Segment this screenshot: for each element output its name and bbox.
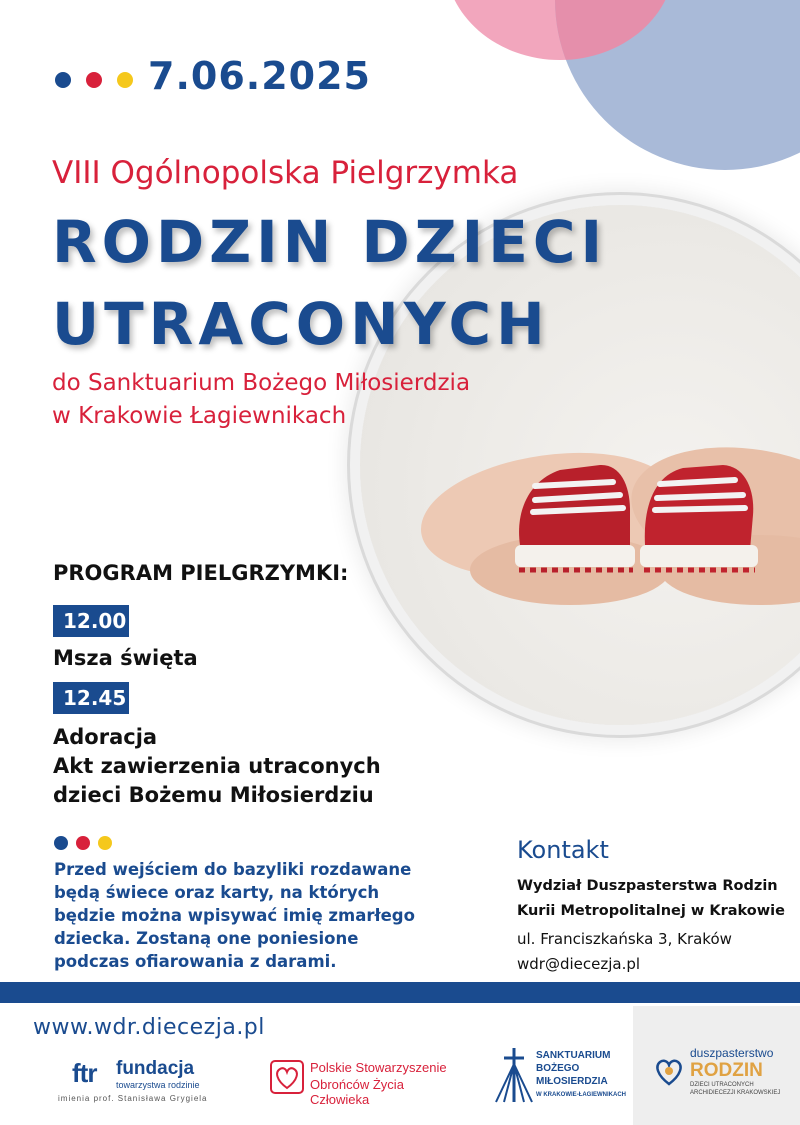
family-heart-icon <box>652 1054 686 1088</box>
blue-dot-icon <box>54 836 68 850</box>
program-item-mass: Msza święta <box>53 646 198 670</box>
footer-band <box>0 982 800 1003</box>
contact-address: ul. Franciszkańska 3, Kraków <box>517 930 732 948</box>
contact-organization-line1: Wydział Duszpasterstwa Rodzin <box>517 878 778 894</box>
divine-mercy-icon <box>492 1044 536 1106</box>
fundacja-name: fundacja <box>116 1058 195 1079</box>
duszpasterstwo-line1: duszpasterstwo <box>690 1046 774 1060</box>
fundacja-line2: towarzystwa rodzinie <box>116 1080 200 1090</box>
pilgrimage-subtitle: VIII Ogólnopolska Pielgrzymka <box>52 155 519 191</box>
stowarzyszenie-line2: Obrońców Życia Człowieka <box>310 1077 404 1107</box>
program-item-entrustment-line1: Akt zawierzenia utraconych <box>53 754 381 778</box>
sanktuarium-logo <box>492 1042 632 1112</box>
fundacja-logo <box>58 1058 242 1108</box>
duszpasterstwo-line2: RODZIN <box>690 1060 763 1081</box>
duszpasterstwo-logo <box>652 1044 792 1104</box>
contact-heading: Kontakt <box>517 836 609 864</box>
decorative-circle-overlap <box>555 0 800 170</box>
yellow-dot-icon <box>117 72 133 88</box>
program-item-entrustment-line2: dzieci Bożemu Miłosierdziu <box>53 783 374 807</box>
duszpasterstwo-line4: ARCHIDIECEZJI KRAKOWSKIEJ <box>690 1090 781 1096</box>
program-heading: PROGRAM PIELGRZYMKI: <box>53 561 349 585</box>
baby-shoes-icon <box>505 450 765 600</box>
sanktuarium-line3: MIŁOSIERDZIA <box>536 1076 608 1087</box>
event-date: 7.06.2025 <box>148 54 371 98</box>
destination-line2: w Krakowie Łagiewnikach <box>52 403 347 429</box>
stowarzyszenie-logo <box>270 1058 460 1107</box>
duszpasterstwo-line3: DZIECI UTRACONYCH <box>690 1082 754 1088</box>
destination-line1: do Sanktuarium Bożego Miłosierdzia <box>52 370 471 396</box>
baby-shoes-photo <box>360 205 800 725</box>
red-dot-icon <box>86 72 102 88</box>
contact-email[interactable]: wdr@diecezja.pl <box>517 955 641 973</box>
main-title-line2: UTRACONYCH <box>52 290 550 358</box>
time-badge: 12.45 <box>53 682 129 714</box>
fundacja-mark: ftr <box>72 1058 97 1088</box>
fundacja-line3: imienia prof. Stanisława Grygiela <box>58 1094 208 1103</box>
main-title-line1: RODZIN DZIECI <box>52 208 608 276</box>
sanktuarium-line2: BOŻEGO <box>536 1063 580 1074</box>
website-link[interactable]: www.wdr.diecezja.pl <box>33 1015 265 1040</box>
yellow-dot-icon <box>98 836 112 850</box>
candles-note: Przed wejściem do bazyliki rozdawane będą świece oraz karty, na których będzie można wpisywać imię zmarłego dziecka. Zostaną one poniesione podczas ofiarowania z darami. <box>54 860 415 971</box>
sanktuarium-line1: SANKTUARIUM <box>536 1050 611 1061</box>
stowarzyszenie-line1: Polskie Stowarzyszenie <box>310 1060 447 1075</box>
heart-emblem-icon <box>270 1060 304 1094</box>
program-item-adoration: Adoracja <box>53 725 158 749</box>
red-dot-icon <box>76 836 90 850</box>
sanktuarium-line4: W KRAKOWIE-ŁAGIEWNIKACH <box>536 1092 626 1098</box>
time-badge: 12.00 <box>53 605 129 637</box>
blue-dot-icon <box>55 72 71 88</box>
contact-organization-line2: Kurii Metropolitalnej w Krakowie <box>517 903 785 919</box>
